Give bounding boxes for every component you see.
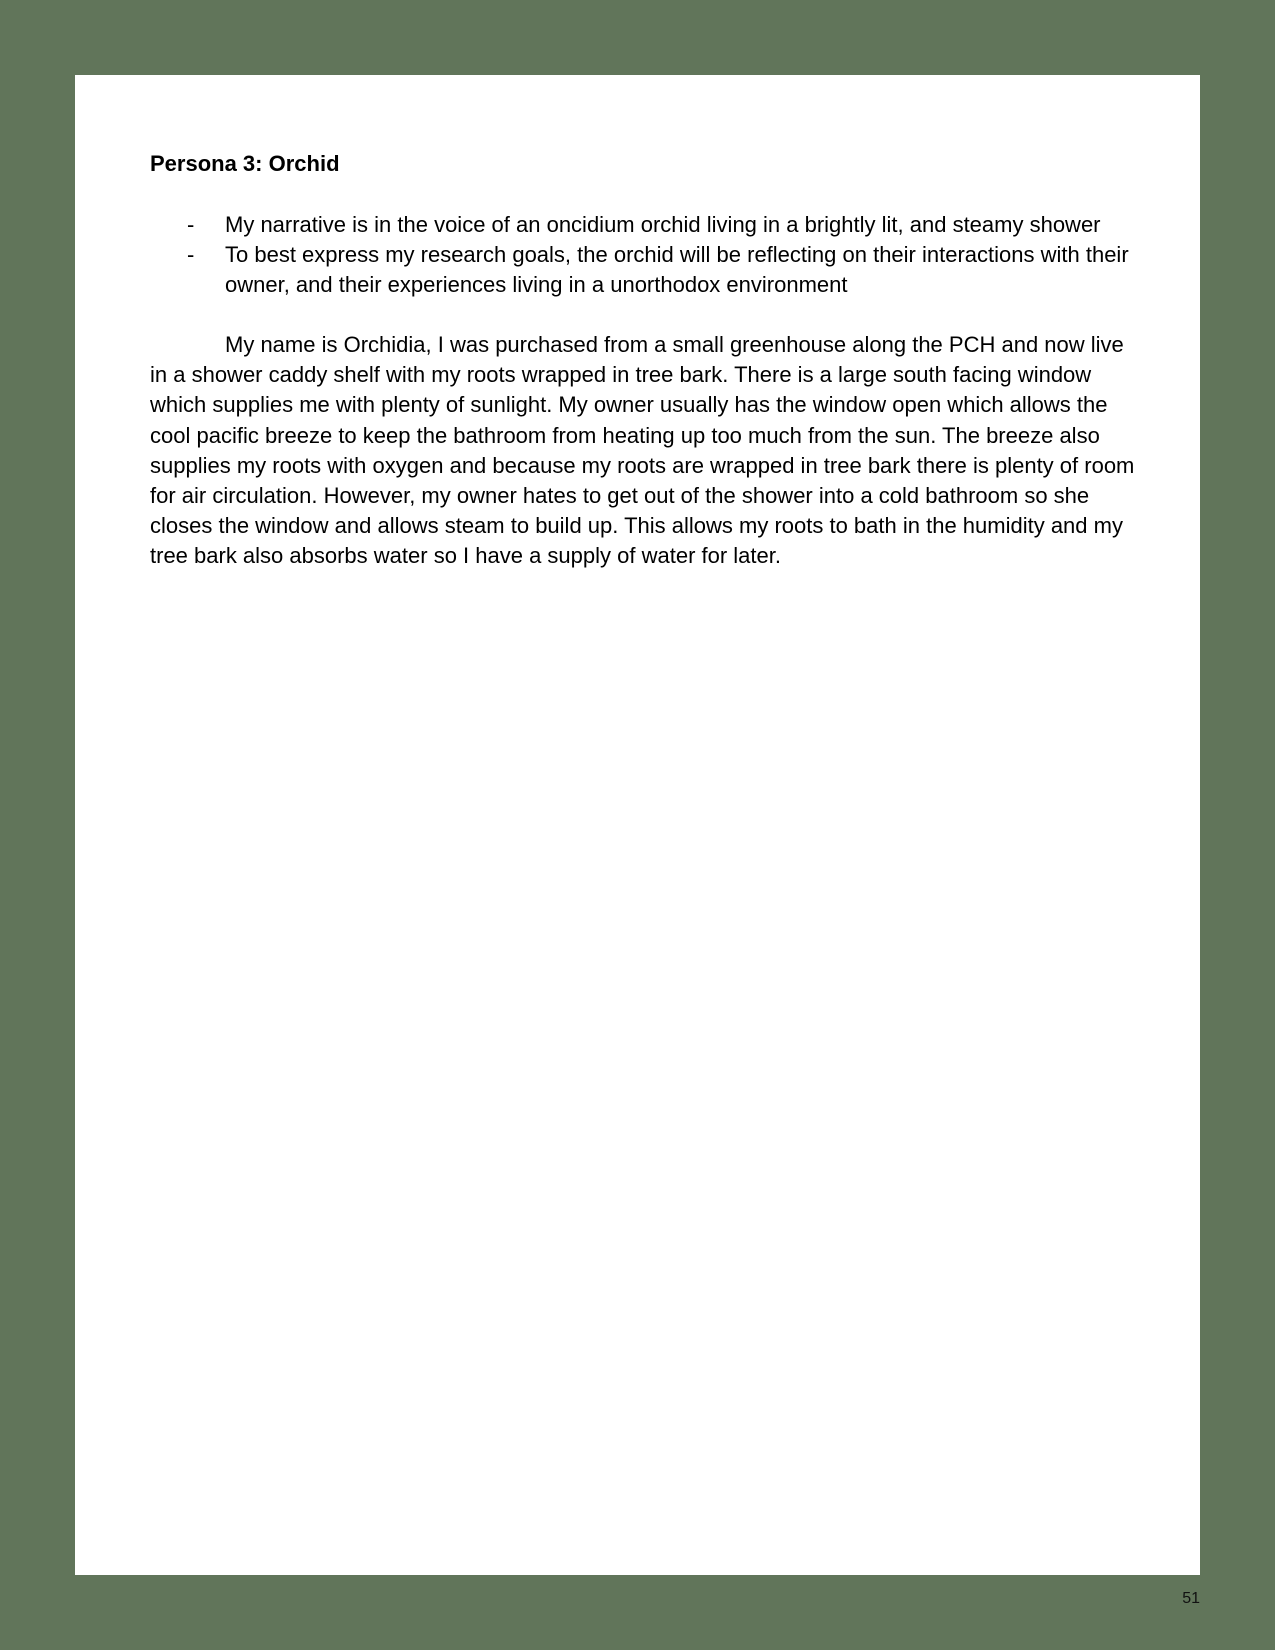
bullet-item [150, 210, 1140, 240]
page-number: 51 [1182, 1590, 1200, 1607]
bullet-marker: - [187, 242, 195, 267]
bullet-item [150, 240, 1140, 300]
document-page [75, 75, 1200, 1575]
page-heading: Persona 3: Orchid [150, 151, 340, 176]
page-content [150, 149, 1140, 572]
bullet-text: To best express my research goals, the orchid will be reflecting on their interactions with their owner, and their experiences living in a unorthodox environment [225, 242, 1129, 297]
bullet-marker: - [187, 212, 195, 237]
narrative-paragraph: My name is Orchidia, I was purchased from a small greenhouse along the PCH and now live in a shower caddy shelf with my roots wrapped in tree bark. There is a large south facing window which supplies me with plenty of sunlight. My owner usually has the window open which allows the cool pacific breeze to keep the bathroom from heating up too much from the sun. The breeze also supplies my roots with oxygen and because my roots are wrapped in tree bark there is plenty of room for air circulation. However, my owner hates to get out of the shower into a cold bathroom so she closes the window and allows steam to build up. This allows my roots to bath in the humidity and my tree bark also absorbs water so I have a supply of water for later. [150, 332, 1135, 569]
bullet-text: My narrative is in the voice of an oncidium orchid living in a brightly lit, and steamy shower [225, 212, 1101, 237]
bullet-list [150, 210, 1140, 300]
